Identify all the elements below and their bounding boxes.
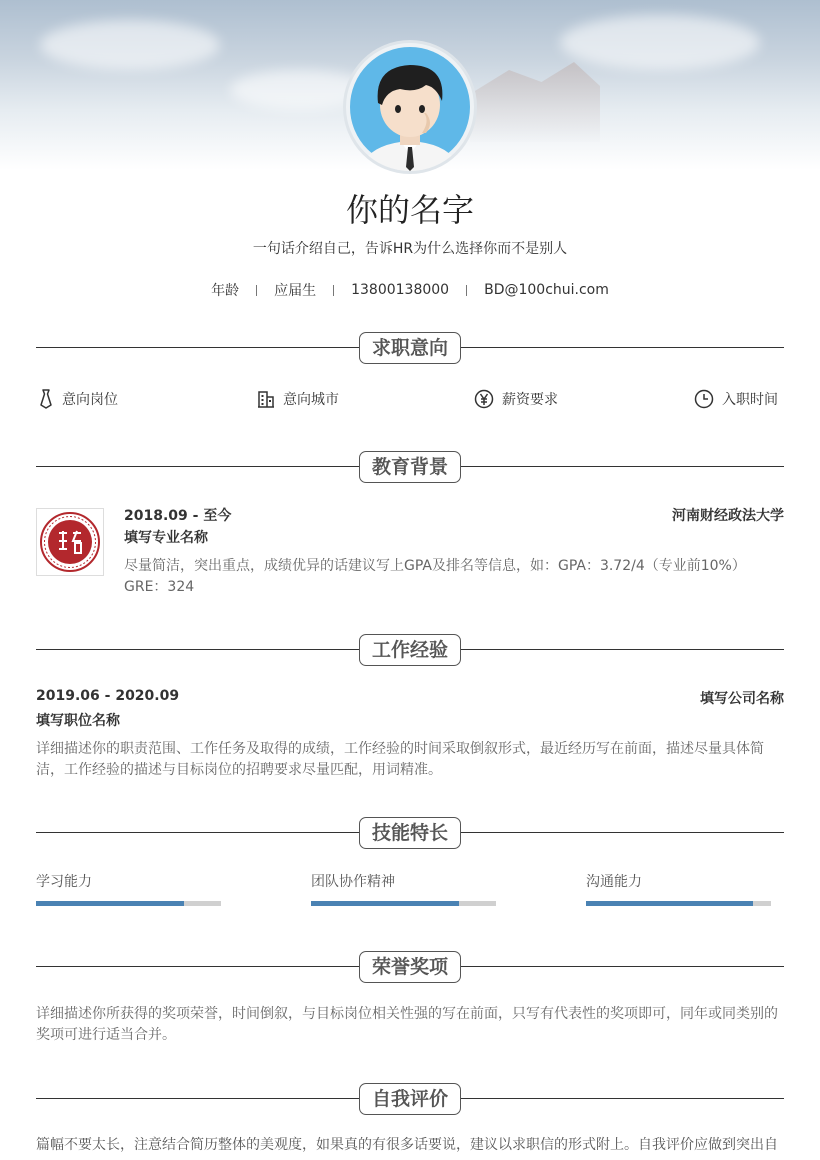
skill-fill [36,901,184,906]
intent-salary [474,389,558,409]
intent-position [38,389,118,409]
section-title: 自我评价 [359,1083,461,1115]
section-title: 工作经验 [359,634,461,666]
school-emblem-icon [37,509,103,575]
section-skills [36,817,784,851]
clock-icon [694,389,714,409]
contact-bar [0,280,820,300]
contact-age: 年龄 [211,283,240,299]
avatar-icon [346,43,474,171]
section-title: 技能特长 [359,817,461,849]
work-description: 详细描述你的职责范围、工作任务及取得的成绩，工作经验的时间采取倒叙形式，最近经历写在前面，描述尽量具体简洁，工作经验的描述与目标岗位的招聘要求尽量匹配，用词精准。 [36,741,764,778]
divider [333,285,334,296]
avatar[interactable] [346,43,474,171]
intent-salary-label: 薪资要求 [502,392,558,408]
skill-label: 沟通能力 [586,874,642,890]
section-education [36,451,784,485]
section-title: 教育背景 [359,451,461,483]
section-self-evaluation [36,1083,784,1117]
yen-icon [474,389,494,409]
skill-bar [36,901,221,906]
intent-start-label: 入职时间 [722,392,778,408]
section-intent [36,332,784,366]
intent-position-label: 意向岗位 [62,392,118,408]
building-silhouette [470,62,600,142]
contact-status: 应届生 [274,283,317,299]
skill-label: 团队协作精神 [311,874,395,890]
education-description: 尽量简洁，突出重点，成绩优异的话建议写上GPA及排名等信息，如：GPA：3.72/4（专业前10%） GRE：324 [124,558,746,595]
contact-email[interactable]: BD@100chui.com [484,282,609,298]
section-title: 荣誉奖项 [359,951,461,983]
candidate-name: 你的名字 [345,191,474,229]
tagline: 一句话介绍自己，告诉HR为什么选择你而不是别人 [252,241,568,257]
school-logo [36,508,104,576]
work-role: 填写职位名称 [36,713,120,729]
work-period: 2019.06 - 2020.09 [36,688,180,704]
building-icon [257,390,275,408]
section-title: 求职意向 [359,332,461,364]
honors-description: 详细描述你所获得的奖项荣誉，时间倒叙，与目标岗位相关性强的写在前面，只写有代表性的奖项即可，同年或同类别的奖项可进行适当合并。 [36,1006,778,1043]
education-school: 河南财经政法大学 [672,508,784,524]
intent-city [257,389,339,409]
skill-bar [311,901,496,906]
tie-icon [38,389,54,409]
work-company: 填写公司名称 [700,691,784,707]
education-period: 2018.09 - 至今 [124,508,232,524]
divider [256,285,257,296]
section-work [36,634,784,668]
contact-phone[interactable]: 13800138000 [351,282,450,298]
skill-fill [586,901,753,906]
skill-bar [586,901,771,906]
education-major: 填写专业名称 [124,530,208,546]
self-evaluation-description: 篇幅不要太长，注意结合简历整体的美观度，如果真的有很多话要说，建议以求职信的形式附上。自我评价应做到突出自 [36,1137,778,1153]
intent-start [694,389,778,409]
divider [466,285,467,296]
skill-fill [311,901,459,906]
skill-label: 学习能力 [36,874,92,890]
intent-city-label: 意向城市 [283,392,339,408]
section-honors [36,951,784,985]
